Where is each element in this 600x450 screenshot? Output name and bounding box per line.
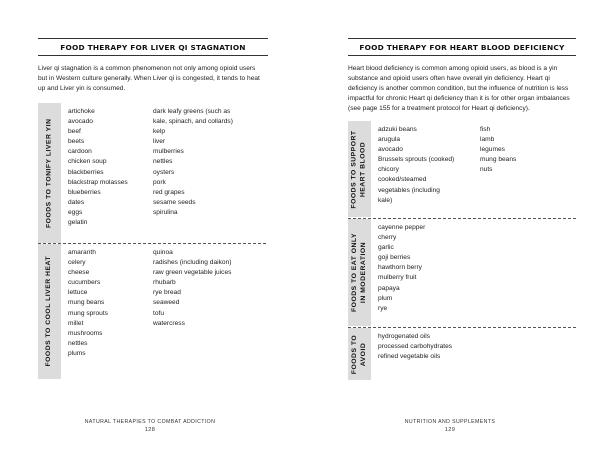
support-col-2	[480, 125, 570, 175]
food-item: cardoon	[68, 148, 92, 156]
cool-label: FOODS TO COOL LIVER HEAT	[45, 256, 53, 367]
food-item: sesame seeds	[153, 198, 196, 206]
food-item: garlic	[378, 244, 394, 252]
moderation-col-1	[378, 223, 498, 314]
food-item: mushrooms	[68, 329, 103, 337]
food-item: blueberries	[68, 188, 101, 196]
food-item: processed carbohydrates	[378, 343, 453, 351]
support-heart-blood-block	[348, 121, 576, 217]
food-item: plum	[378, 294, 393, 302]
food-item: eggs	[68, 208, 83, 216]
food-item: gelatin	[68, 219, 88, 227]
food-item: tofu	[153, 309, 164, 317]
food-item: plums	[68, 349, 86, 357]
food-item: raw green vegetable juices	[153, 269, 232, 277]
food-item: oysters	[153, 168, 175, 176]
food-item: dates	[68, 198, 85, 206]
food-item: kelp	[153, 128, 166, 136]
food-item: nettles	[68, 339, 88, 347]
moderation-label-bar	[348, 219, 371, 326]
food-item: millet	[68, 319, 84, 327]
food-item: mulberries	[153, 148, 184, 156]
avoid-label-line-1: FOODS TO	[351, 334, 358, 374]
avoid-block	[348, 328, 576, 380]
cool-col-1	[68, 248, 148, 359]
right-section-title: FOOD THERAPY FOR HEART BLOOD DEFICIENCY	[348, 38, 576, 56]
cool-col-2	[153, 248, 266, 329]
food-item: cooked/steamed vegetables (including kale)	[378, 176, 440, 204]
food-item: beef	[68, 128, 81, 136]
food-item: mung beans	[68, 299, 105, 307]
page-number: 129	[444, 427, 456, 433]
tonify-col-2	[153, 107, 266, 218]
food-item: mung sprouts	[68, 309, 108, 317]
food-item: blackberries	[68, 168, 104, 176]
avoid-label	[351, 334, 368, 373]
avoid-label-bar	[348, 328, 371, 380]
food-item: nuts	[480, 166, 493, 174]
food-item: celery	[68, 259, 86, 267]
food-item: amaranth	[68, 249, 96, 256]
food-item: dark leafy greens (such as kale, spinach, and collards)	[153, 108, 233, 126]
food-item: avocado	[378, 146, 403, 154]
right-intro-paragraph: Heart blood deficiency is common among opioid users, as blood is a yin substance and opioid users often have overall yin deficiency. Heart qi deficiency is another common condition, but the influence of nutrition is less impactful for chronic Heart qi deficiency than it is for other organ imbalances (see page 155 for a treatment protocol for Heart qi deficiency).	[348, 65, 570, 112]
food-item: quinoa	[153, 249, 173, 256]
food-item: fish	[480, 126, 491, 133]
food-item: artichoke	[68, 108, 95, 115]
food-item: lettuce	[68, 289, 88, 297]
food-item: Brussels sprouts (cooked)	[378, 156, 455, 164]
food-item: chicory	[378, 166, 399, 174]
food-item: rye	[378, 304, 388, 312]
food-item: chicken soup	[68, 158, 107, 166]
food-item: nettles	[153, 158, 173, 166]
food-item: arugula	[378, 136, 400, 144]
left-section-title: FOOD THERAPY FOR LIVER QI STAGNATION	[38, 38, 268, 56]
moderation-block	[348, 219, 576, 326]
food-item: mung beans	[480, 156, 517, 164]
support-label-bar	[348, 121, 371, 217]
left-footer	[0, 418, 300, 434]
food-item: cayenne pepper	[378, 224, 426, 231]
support-label	[351, 130, 368, 208]
food-item: legumes	[480, 146, 505, 154]
right-footer	[300, 418, 600, 434]
food-item: adzuki beans	[378, 126, 417, 133]
moderation-label	[351, 233, 368, 312]
moderation-label-line-2: IN MODERATION	[359, 241, 367, 304]
page-number: 128	[144, 427, 156, 433]
avoid-col-1	[378, 332, 498, 362]
tonify-label: FOODS TO TONIFY LIVER YIN	[45, 118, 53, 228]
food-item: papaya	[378, 284, 400, 292]
cool-label-bar	[38, 244, 61, 379]
avoid-label-line-2: AVOID	[359, 342, 367, 366]
food-item: blackstrap molasses	[68, 178, 128, 186]
food-item: refined vegetable oils	[378, 353, 441, 361]
food-item: liver	[153, 138, 166, 146]
tonify-liver-yin-block	[38, 103, 266, 243]
food-item: cucumbers	[68, 279, 101, 287]
support-col-1	[378, 125, 478, 206]
food-item: hydrogenated oils	[378, 333, 431, 340]
moderation-label-line-1: FOODS TO EAT ONLY	[351, 233, 358, 312]
food-item: red grapes	[153, 188, 185, 196]
tonify-label-bar	[38, 103, 61, 243]
food-item: goji berries	[378, 254, 411, 262]
support-label-line-2: HEART BLOOD	[359, 141, 367, 197]
food-item: cheese	[68, 269, 90, 277]
food-item: pork	[153, 178, 166, 186]
running-head: NATURAL THERAPIES TO COMBAT ADDICTION	[84, 419, 216, 425]
food-item: cherry	[378, 234, 397, 242]
food-item: avocado	[68, 118, 93, 126]
food-item: seaweed	[153, 299, 180, 307]
right-page	[300, 0, 600, 450]
food-item: watercress	[153, 319, 185, 327]
food-item: hawthorn berry	[378, 264, 422, 272]
food-item: lamb	[480, 136, 495, 144]
running-head: NUTRITION AND SUPPLEMENTS	[404, 419, 496, 425]
food-item: rhubarb	[153, 279, 176, 287]
food-item: radishes (including daikon)	[153, 259, 232, 267]
food-item: rye bread	[153, 289, 181, 297]
tonify-col-1	[68, 107, 158, 228]
food-item: spirulina	[153, 208, 178, 216]
support-label-line-1: FOODS TO SUPPORT	[351, 129, 358, 209]
left-intro-paragraph: Liver qi stagnation is a common phenomenon not only among opioid users but in Western culture generally. When Liver qi is congested, it tends to heat up and Liver yin is consumed.	[38, 65, 260, 92]
food-item: mulberry fruit	[378, 274, 417, 282]
food-item: beets	[68, 138, 85, 146]
cool-liver-heat-block	[38, 244, 266, 379]
